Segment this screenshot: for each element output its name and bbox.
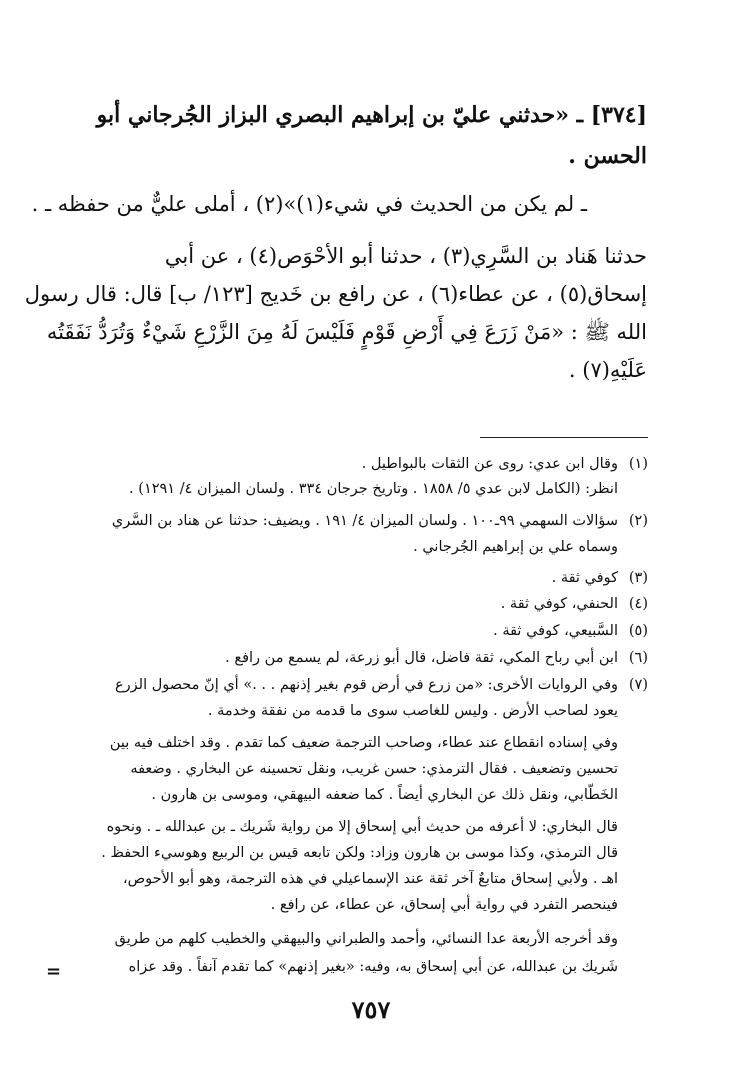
- footnote-line: [48, 955, 648, 979]
- footnote-text: الحنفي، كوفي ثقة .: [500, 596, 618, 612]
- footnote-text: السَّبيعي، كوفي ثقة .: [493, 623, 618, 639]
- hadith-heading-line-2: الحسن .: [568, 143, 647, 169]
- isnad-line-2: إسحاق(٥) ، عن عطاء(٦) ، عن رافع بن خَديج [١٢٣/ ب] قال: قال رسول: [24, 282, 647, 306]
- footnote-text: قال الترمذي، وكذا موسى بن هارون وزاد: ولكن تابعه قيس بن الربيع وهوسيء الحفظ .: [101, 845, 618, 861]
- footnote-line: [48, 783, 648, 807]
- footnote-text: فينحصر التفرد في رواية أبي إسحاق، عن عطاء، عن رافع .: [270, 897, 618, 913]
- footnote-line: [48, 592, 648, 616]
- hadith-intro: ـ لم يكن من الحديث في شيء(١)»(٢) ، أملى عليٌّ من حفظه ـ .: [31, 192, 587, 216]
- footnote-number: (٤): [628, 596, 648, 612]
- footnote-number: (٦): [628, 650, 648, 666]
- footnote-line: [48, 619, 648, 643]
- isnad-line-1: حدثنا هَناد بن السَّرِي(٣) ، حدثنا أبو الأحْوَص(٤) ، عن أبي: [164, 244, 647, 268]
- footnote-line: [48, 867, 648, 891]
- footnote-text: تحسين وتضعيف . فقال الترمذي: حسن غريب، ونقل تحسينه عن البخاري . وضعفه: [130, 761, 618, 777]
- footnote-text: كوفي ثقة .: [551, 570, 618, 586]
- footnote-text: قال البخاري: لا أعرفه من حديث أبي إسحاق إلا من رواية شَريك ـ بن عبدالله ـ . ونحوه: [106, 819, 618, 835]
- footnote-line: [48, 927, 648, 951]
- footnote-line: [48, 673, 648, 697]
- footnote-number: (٣): [628, 570, 648, 586]
- footnote-line: [48, 731, 648, 755]
- footnote-number: (١): [628, 456, 648, 472]
- footnote-text: وفي إسناده انقطاع عند عطاء، وصاحب الترجمة ضعيف كما تقدم . وقد اختلف فيه بين: [109, 735, 618, 751]
- footnote-line: [48, 646, 648, 670]
- footnote-line: [48, 566, 648, 590]
- footnote-line: [48, 841, 648, 865]
- footnote-number: (٢): [628, 513, 648, 529]
- footnote-separator: [480, 437, 648, 438]
- footnote-text: ابن أبي رباح المكي، ثقة فاضل، قال أبو زرعة، لم يسمع من رافع .: [225, 650, 618, 666]
- isnad-line-3: الله ﷺ : «مَنْ زَرَعَ فِي أَرْضِ قَوْمٍ فَلَيْسَ لَهُ مِنَ الزَّرْعِ شَيْءٌ وَتُرَدُّ نَفَقَتُه: [46, 320, 647, 344]
- footnote-text: وسماه علي بن إبراهيم الجُرجاني .: [413, 539, 618, 555]
- footnote-text: اهـ . ولأبي إسحاق متابعٌ آخر ثقة عند الإسماعيلي في هذه الترجمة، وهو أبو الأحوص،: [122, 871, 618, 887]
- page-number: ٧٥٧: [351, 995, 391, 1024]
- footnote-line: [48, 452, 648, 476]
- footnote-line: [48, 699, 648, 723]
- footnote-text: وفي الروايات الأخرى: «من زرع في أرض قوم بغير إذنهم . . .» أي إنّ محصول الزرع: [115, 677, 618, 693]
- footnote-text: الخَطّابي، ونقل ذلك عن البخاري أيضاً . كما ضعفه البيهقي، وموسى بن هارون .: [151, 787, 618, 803]
- hadith-heading-line-1: [٣٧٤] ـ «حدثني عليّ بن إبراهيم البصري البزاز الجُرجاني أبو: [96, 102, 647, 128]
- footnote-number: (٥): [628, 623, 648, 639]
- footnote-text: يعود لصاحب الأرض . وليس للغاصب سوى ما قدمه من نفقة وخدمة .: [207, 703, 618, 719]
- footnote-line: [48, 893, 648, 917]
- continuation-mark: =: [46, 961, 62, 982]
- footnote-line: [48, 477, 648, 501]
- footnote-line: [48, 757, 648, 781]
- footnote-text: انظر: (الكامل لابن عدي ٥/ ١٨٥٨ . وتاريخ جرجان ٣٣٤ . ولسان الميزان ٤/ ١٢٩١) .: [129, 481, 618, 497]
- footnote-text: وقال ابن عدي: روى عن الثقات بالبواطيل .: [361, 456, 618, 472]
- footnote-line: [48, 535, 648, 559]
- footnote-text: وقد أخرجه الأربعة عدا النسائي، وأحمد والطبراني والبيهقي والخطيب كلهم من طريق: [114, 931, 618, 947]
- footnote-text: سؤالات السهمي ٩٩ـ١٠٠ . ولسان الميزان ٤/ ١٩١ . ويضيف: حدثنا عن هناد بن السَّري: [111, 513, 618, 529]
- footnote-line: [48, 815, 648, 839]
- footnote-text: شَريك بن عبدالله، عن أبي إسحاق به، وفيه: «بغير إذنهم» كما تقدم آنفاً . وقد عزاه: [128, 959, 618, 975]
- footnote-number: (٧): [628, 677, 648, 693]
- isnad-line-4: عَلَيْهِ(٧) .: [568, 358, 647, 382]
- footnote-line: [48, 509, 648, 533]
